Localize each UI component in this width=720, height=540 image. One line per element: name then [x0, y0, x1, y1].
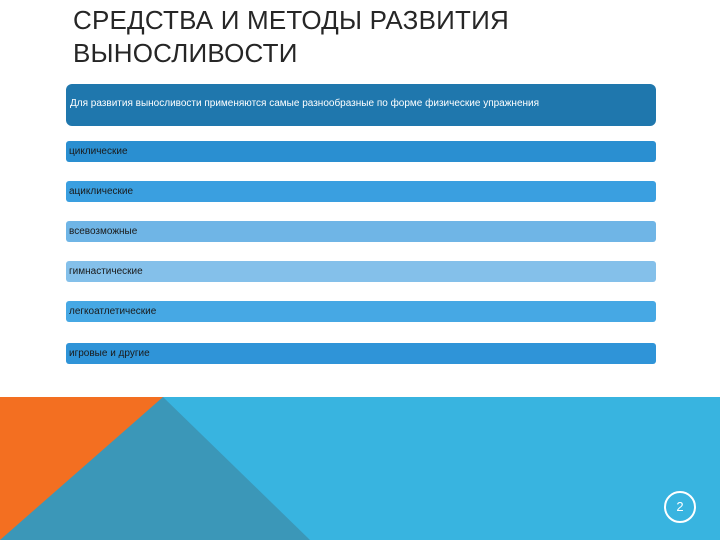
list-item-label: циклические	[69, 146, 128, 157]
slide-title: СРЕДСТВА И МЕТОДЫ РАЗВИТИЯ ВЫНОСЛИВОСТИ	[73, 5, 509, 68]
header-text: Для развития выносливости применяются самые разнообразные по форме физические упражнения	[70, 98, 540, 109]
page-number-label: 2	[676, 499, 684, 514]
list-item-label: гимнастические	[69, 266, 143, 277]
list-item-label: легкоатлетические	[69, 306, 157, 317]
page-number	[664, 491, 696, 523]
list-item-label: ациклические	[69, 186, 134, 197]
list-item-label: игровые и другие	[69, 348, 150, 359]
list-item-label: всевозможные	[69, 226, 138, 237]
